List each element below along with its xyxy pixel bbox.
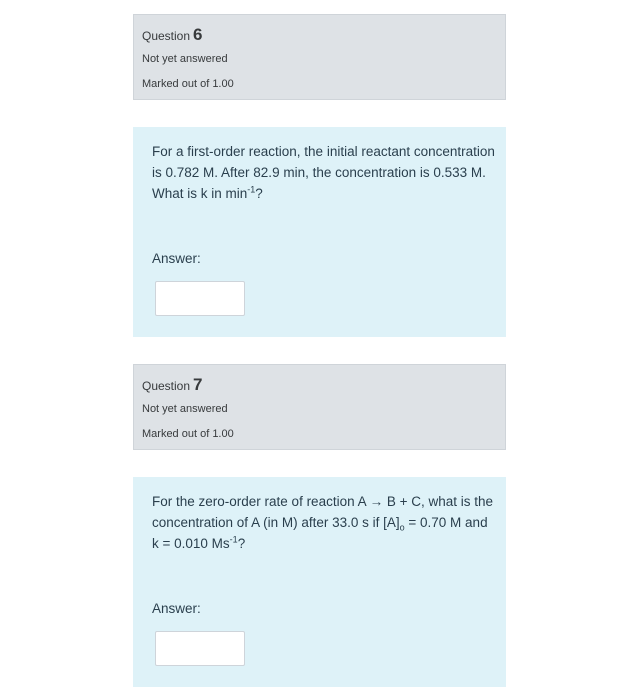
question-7-info bbox=[133, 364, 506, 450]
question-text-end: ? bbox=[255, 186, 263, 201]
answer-label: Answer: bbox=[152, 251, 201, 266]
answer-input[interactable] bbox=[155, 281, 245, 316]
question-label: Question bbox=[142, 29, 191, 43]
question-state: Not yet answered bbox=[142, 53, 228, 65]
question-number-value: 7 bbox=[193, 375, 203, 394]
answer-label: Answer: bbox=[152, 601, 201, 616]
question-text-superscript: -1 bbox=[229, 534, 238, 545]
question-text-superscript: -1 bbox=[247, 184, 256, 195]
answer-input[interactable] bbox=[155, 631, 245, 666]
question-text-end: ? bbox=[237, 536, 246, 551]
question-6-info bbox=[133, 14, 506, 100]
question-number-value: 6 bbox=[193, 25, 203, 44]
question-text-middle: = 0.70 M and k = 0.010 Ms bbox=[152, 515, 488, 551]
question-7-content bbox=[133, 477, 506, 687]
question-grade: Marked out of 1.00 bbox=[142, 78, 234, 90]
question-number bbox=[142, 375, 203, 395]
question-state: Not yet answered bbox=[142, 403, 228, 415]
question-label: Question bbox=[142, 379, 191, 393]
question-number bbox=[142, 25, 203, 45]
question-text-subscript: o bbox=[399, 522, 405, 533]
question-text bbox=[152, 141, 497, 204]
question-text-main: For a first-order reaction, the initial reactant concentration is 0.782 M. After 82.9 min, the concentration is 0.533 M. What is k in min bbox=[152, 144, 495, 201]
question-grade: Marked out of 1.00 bbox=[142, 428, 234, 440]
question-text-main: For the zero-order rate of reaction A → B + C, what is the concentration of A (in M) after 33.0 s if [A] bbox=[152, 494, 494, 530]
question-6-content bbox=[133, 127, 506, 337]
question-text bbox=[152, 491, 497, 554]
